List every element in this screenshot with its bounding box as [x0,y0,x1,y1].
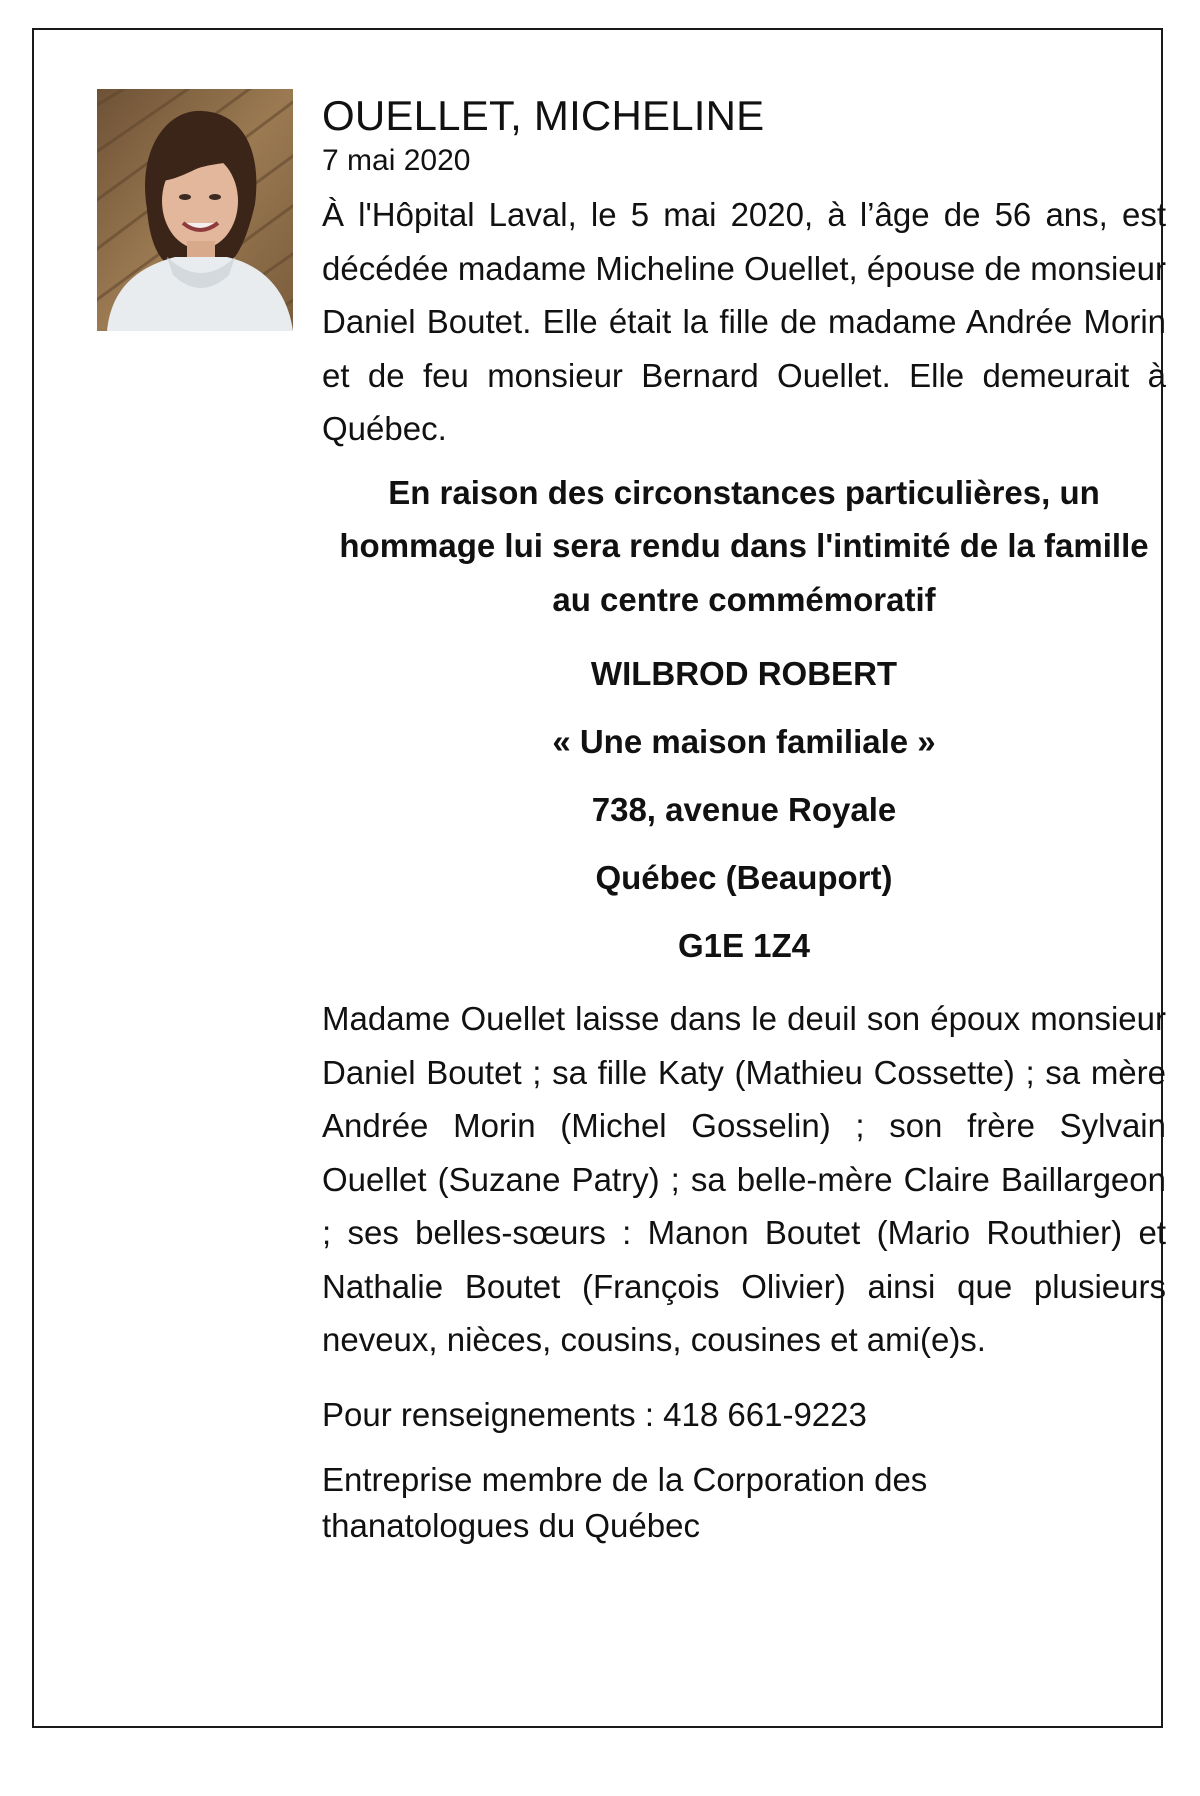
address-postal-code: G1E 1Z4 [677,927,811,964]
survivors-paragraph: Madame Ouellet laisse dans le deuil son époux monsieur Daniel Boutet ; sa fille Katy (Mathieu Cossette) ; sa mère Andrée Morin (Michel Gosselin) ; son frère Sylvain Ouellet (Suzane Patry) ; sa belle-mère Claire Baillargeon ; ses belles-sœurs : Manon Boutet (Mario Routhier) et Nathalie Boutet (François Olivier) ainsi que plusieurs neveux, nièces, cousins, cousines et ami(e)s. [322,1000,1166,1358]
membership-line-1: Entreprise membre de la Corporation des [322,1460,928,1498]
funeral-home-name: WILBROD ROBERT [590,655,898,692]
intro-paragraph: À l'Hôpital Laval, le 5 mai 2020, à l’âge de 56 ans, est décédée madame Micheline Ouellet, épouse de monsieur Daniel Boutet. Elle était la fille de madame Andrée Morin et de feu monsieur Bernard Ouellet. Elle demeurait à Québec. [322,196,1166,447]
obituary-frame [32,28,1166,1728]
contact-info: Pour renseignements : 418 661-9223 [322,1395,867,1433]
ceremony-notice: En raison des circonstances particulières, un hommage lui sera rendu dans l'intimité de la famille au centre commémoratif [339,473,1149,618]
portrait-photo [97,89,293,331]
membership-note [322,1457,1166,1549]
deceased-name: OUELLET, MICHELINE [322,92,765,139]
obituary-content [322,88,1166,1549]
funeral-home-slogan: « Une maison familiale » [552,723,936,760]
membership-line-2: thanatologues du Québec [322,1506,700,1544]
portrait-image [97,89,293,331]
publication-date: 7 mai 2020 [322,144,471,177]
address-street: 738, avenue Royale [591,791,897,828]
address-city: Québec (Beauport) [595,859,893,896]
